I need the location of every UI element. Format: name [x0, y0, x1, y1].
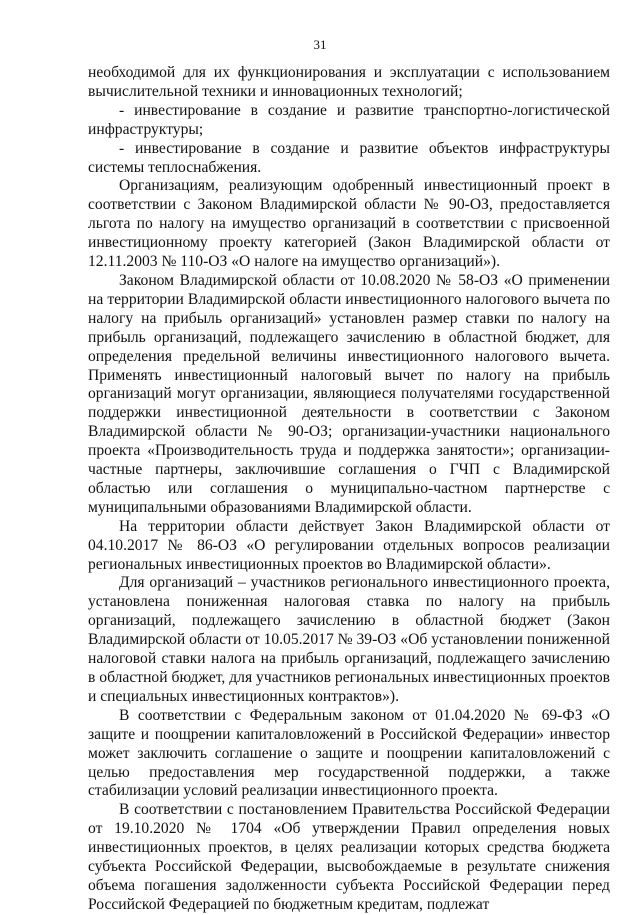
- paragraph-investment-tax-deduction: Законом Владимирской области от 10.08.2020 № 58-ОЗ «О применении на территории Владимирской области инвестиционного налогового вычета по налогу на прибыль организаций» установлен размер ставки по налогу на прибыль организаций, подлежащего зачислению в областной бюджет, для определения предельной величины инвестиционного налогового вычета. Применять инвестиционный налоговый вычет по налогу на прибыль организаций могут организации, являющиеся получателями государственной поддержки инвестиционной деятельности в соответствии с Законом Владимирской области № 90-ОЗ; организации-участники национального проекта «Производительность труда и поддержка занятости»; организации-частные партнеры, заключившие соглашения о ГЧП с Владимирской областью или соглашения о муниципально-частном партнерстве с муниципальными образованиями Владимирской области.: [88, 271, 610, 516]
- document-body: [88, 64, 610, 915]
- page-number: 31: [313, 37, 327, 52]
- paragraph-reduced-tax-rate: Для организаций – участников регионального инвестиционного проекта, установлена пониженная налоговая ставка по налогу на прибыль организаций, подлежащего зачислению в областной бюджет (Закон Владимирской области от 10.05.2017 № 39-ОЗ «Об установлении пониженной налоговой ставки налога на прибыль организаций, подлежащего зачислению в областной бюджет, для участников региональных инвестиционных проектов и специальных инвестиционных контрактов»).: [88, 574, 610, 705]
- paragraph-list-item-transport: - инвестирование в создание и развитие транспортно-логистической инфраструктуры;: [88, 101, 610, 138]
- paragraph-government-decree-1704: В соответствии с постановлением Правительства Российской Федерации от 19.10.2020 № 1704 «Об утверждении Правил определения новых инвестиционных проектов, в целях реализации которых средства бюджета субъекта Российской Федерации, высвобождаемые в результате снижения объема погашения задолженности субъекта Российской Федерации перед Российской Федерацией по бюджетным кредитам, подлежат: [88, 801, 610, 913]
- paragraph-continuation: необходимой для их функционирования и эксплуатации с использованием вычислительной техники и инновационных технологий;: [88, 64, 610, 100]
- paragraph-federal-law-69: В соответствии с Федеральным законом от 01.04.2020 № 69-ФЗ «О защите и поощрении капиталовложений в Российской Федерации» инвестор может заключить соглашение о защите и поощрении капиталовложений с целью предоставления мер государственной поддержки, а также стабилизации условий реализации инвестиционного проекта.: [88, 706, 610, 800]
- paragraph-property-tax-benefit: Организациям, реализующим одобренный инвестиционный проект в соответствии с Законом Владимирской области № 90-ОЗ, предоставляется льгота по налогу на имущество организаций в соответствии с присвоенной инвестиционному проекту категорией (Закон Владимирской области от 12.11.2003 № 110-ОЗ «О налоге на имущество организаций»).: [88, 177, 610, 271]
- paragraph-list-item-heat: - инвестирование в создание и развитие объектов инфраструктуры системы теплоснабжения.: [88, 139, 610, 176]
- paragraph-regional-projects-law: На территории области действует Закон Владимирской области от 04.10.2017 № 86-ОЗ «О регулировании отдельных вопросов реализации региональных инвестиционных проектов во Владимирской области».: [88, 517, 610, 573]
